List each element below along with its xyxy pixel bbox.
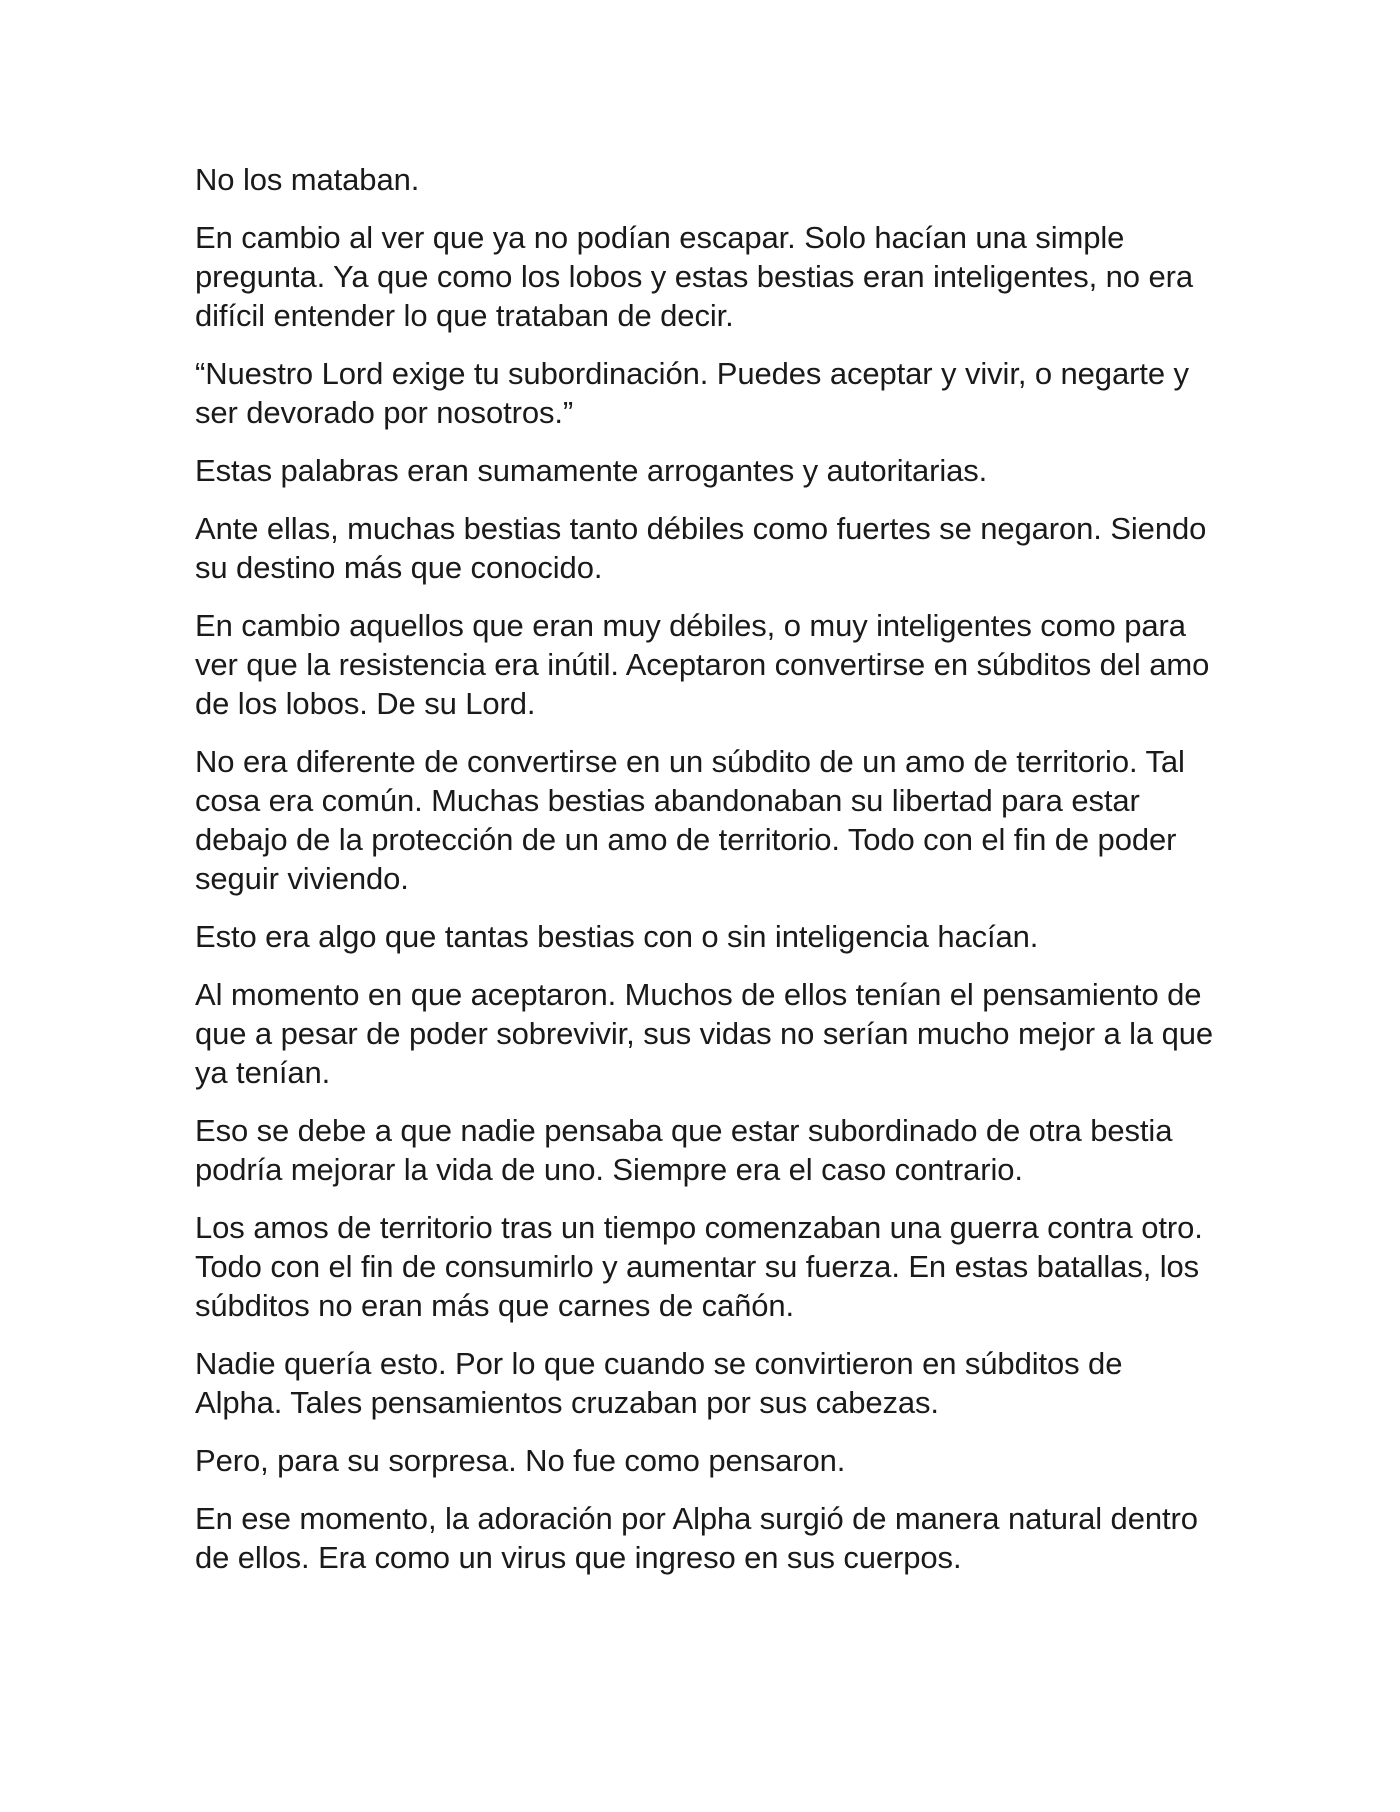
paragraph: Nadie quería esto. Por lo que cuando se convirtieron en súbditos de Alpha. Tales pensamientos cruzaban por sus cabezas. [195,1346,1123,1420]
paragraph: No los mataban. [195,162,420,197]
paragraph: En ese momento, la adoración por Alpha surgió de manera natural dentro de ellos. Era como un virus que ingreso en sus cuerpos. [195,1501,1198,1575]
paragraph: Esto era algo que tantas bestias con o sin inteligencia hacían. [195,919,1039,954]
paragraph: En cambio al ver que ya no podían escapar. Solo hacían una simple pregunta. Ya que como los lobos y estas bestias eran inteligentes, no era difícil entender lo que trataban de decir. [195,220,1193,333]
paragraph: Eso se debe a que nadie pensaba que estar subordinado de otra bestia podría mejorar la vida de uno. Siempre era el caso contrario. [195,1113,1173,1187]
paragraph: Ante ellas, muchas bestias tanto débiles como fuertes se negaron. Siendo su destino más que conocido. [195,511,1207,585]
body-text [195,160,1215,1596]
paragraph: Pero, para su sorpresa. No fue como pensaron. [195,1443,846,1478]
paragraph: Al momento en que aceptaron. Muchos de ellos tenían el pensamiento de que a pesar de poder sobrevivir, sus vidas no serían mucho mejor a la que ya tenían. [195,977,1214,1090]
paragraph: No era diferente de convertirse en un súbdito de un amo de territorio. Tal cosa era común. Muchas bestias abandonaban su libertad para estar debajo de la protección de un amo de territorio. Todo con el fin de poder seguir viviendo. [195,744,1185,896]
paragraph: Los amos de territorio tras un tiempo comenzaban una guerra contra otro. Todo con el fin de consumirlo y aumentar su fuerza. En estas batallas, los súbditos no eran más que carnes de cañón. [195,1210,1203,1323]
paragraph: “Nuestro Lord exige tu subordinación. Puedes aceptar y vivir, o negarte y ser devorado por nosotros.” [195,356,1189,430]
paragraph: En cambio aquellos que eran muy débiles, o muy inteligentes como para ver que la resistencia era inútil. Aceptaron convertirse en súbditos del amo de los lobos. De su Lord. [195,608,1210,721]
paragraph: Estas palabras eran sumamente arrogantes y autoritarias. [195,453,988,488]
